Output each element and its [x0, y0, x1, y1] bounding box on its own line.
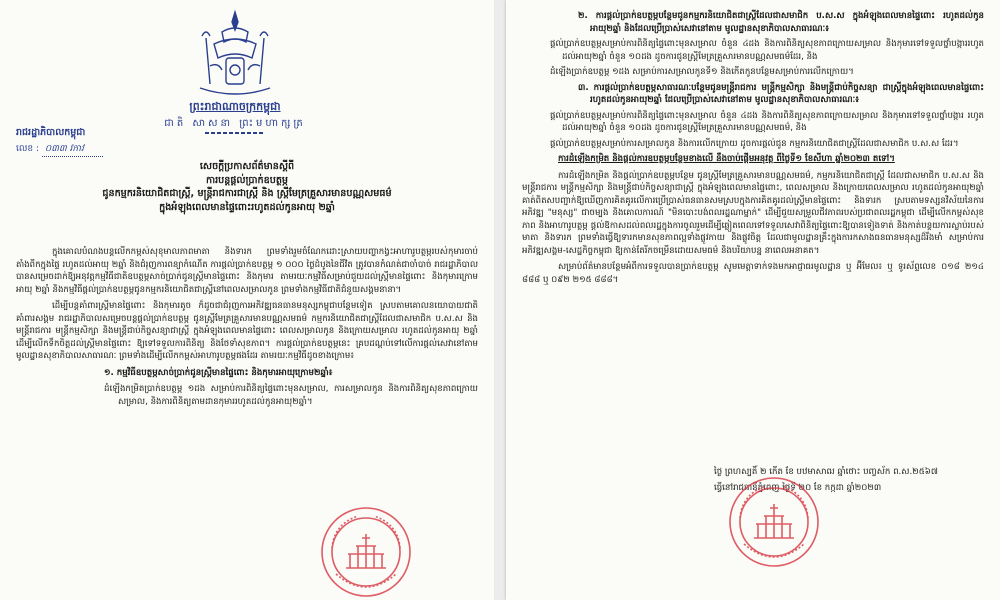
left-body: [16, 246, 478, 412]
effective-date-paragraph: ការដំឡើងកម្រិត និងផ្តល់ការឧបត្ថម្ភបន្ថែមខាងលើ នឹងចាប់ផ្តើមអនុវត្ត ពីថ្ងៃទី១ ខែសីហា ឆ្នាំ២០២៣ តទៅ។: [558, 154, 895, 164]
list-item-3-bullet-2: ផ្តល់ប្រាក់ឧបត្ថម្ភសម្រាប់ការសម្រាលកូន និងការលើកក្រោយ ដូចការផ្តល់ជូន កម្មករនិយោជិតជាស្ត្រីដែលជាសមាជិក ប.ស.ស ដែរ។: [550, 138, 959, 149]
list-item-3-bullet-1: ផ្តល់ប្រាក់ឧបត្ថម្ភសម្រាប់ការពិនិត្យផ្ទៃពោះមុនសម្រាល ចំនួន ៤ដង និងការពិនិត្យសុខភាពក្រោយសម្រាល និងកុមារទៅទទួលថ្នាំបង្ការ រហូតដល់អាយុ២ឆ្នាំ ចំនួន ១០ដង ដូចការជូនស្ត្រីមែត្រគ្រួសារមានបណ្ណសមធម៌, និង: [550, 110, 984, 133]
government-name: រាជរដ្ឋាភិបាលកម្ពុជា: [16, 127, 86, 138]
page-gap: [494, 0, 506, 600]
official-seal-icon: [318, 504, 414, 600]
kingdom-heading: ព្រះរាជាណាចក្រកម្ពុជា: [189, 100, 281, 113]
list-item-3-title: ៣. ការផ្តល់ប្រាក់ឧបត្ថម្ភសាធារណៈបន្ថែមជូនមន្ត្រីរាជការ មន្ត្រីកម្មសិក្សា និងមន្ត្រីជាប់កិច្ចសន្យា ជាស្ត្រីក្នុងអំឡុងពេលមានផ្ទៃពោះ រហូតដល់កូនអាយុ២ឆ្នាំ ដែលប្រើប្រាស់សេវានៅតាម មូលដ្ឋានសុខាភិបាលសាធារណៈ៖: [578, 82, 984, 105]
issue-date-line: ធ្វើនៅរាជធានីភ្នំពេញ ថ្ងៃទី ២០ ខែ កក្កដា ឆ្នាំ២០២៣: [714, 483, 882, 493]
paragraph-decision: ដើម្បីបន្តគាំពារស្ត្រីមានផ្ទៃពោះ និងកុមារតូច ក៏ដូចជាជំរុញការអភិវឌ្ឍធនធានមនុស្សកម្ពុជាបន្ថែមទៀត ស្របតាមគោលនយោបាយជាតិគាំពារសង្គម រាជរដ្ឋាភិបាលសម្រេចបន្តផ្តល់ប្រាក់ឧបត្ថម្ភ ជូនស្ត្រីមែត្រគ្រួសារមានបណ្ណសមធម៌ កម្មករនិយោជិតជាស្ត្រីដែលជាសមាជិក ប.ស.ស និងមន្ត្រីរាជការ មន្ត្រីកម្មសិក្សា និងមន្ត្រីជាប់កិច្ចសន្យាជាស្ត្រី ក្នុងអំឡុងពេលមានផ្ទៃពោះ ពេលសម្រាលកូន និងក្រោយសម្រាល រហូតដល់កូនអាយុ ២ឆ្នាំ ដើម្បីលើកទឹកចិត្តដល់ស្ត្រីមានផ្ទៃពោះ ឱ្យទៅទទួលការពិនិត្យ និងថែទាំសុខភាព។ ការផ្តល់ប្រាក់ឧបត្ថម្ភនេះ គ្របដណ្តប់ទៅលើការផ្តល់សេវានៅតាម មូលដ្ឋានសុខាភិបាលសាធារណៈ ព្រមទាំងដើម្បីលើកកម្ពស់អាហារូបត្ថម្ភផងដែរ តាមរយៈកម្មវិធីដូចខាងក្រោម៖: [16, 301, 478, 361]
paragraph-contact: សម្រាប់ព័ត៌មានបន្ថែមអំពីការទទួលបានប្រាក់ឧបត្ថម្ភ សូមមេត្តាទាក់ទងមកអាជ្ញាធរមូលដ្ឋាន ឬ អ៊ីមែល៖ ឬ ទូរស័ព្ទលេខ ០១៨ ២១៤ ៨៨៨ ឬ ០៩២ ២១៥ ៨៨៨។: [522, 262, 984, 285]
list-item-2-title: ២. ការផ្តល់ប្រាក់ឧបត្ថម្ភបន្ថែមជូនកម្មករនិយោជិតជាស្ត្រីដែលជាសមាជិក ប.ស.ស ក្នុងអំឡុងពេលមានផ្ទៃពោះ រហូតដល់កូនអាយុ២ឆ្នាំ និងដែលប្រើប្រាស់សេវានៅតាម មូលដ្ឋានសុខាភិបាលសាធារណៈ៖: [578, 11, 984, 34]
paragraph-intro: ក្នុងគោលបំណងបន្តលើកកម្ពស់សុខុមាលភាពមាតា និងទារក ព្រមទាំងរួមចំណែកដោះស្រាយបញ្ហាកង្វះអាហារូបត្ថម្ភរបស់កុមារចាប់តាំងពីកក្នុងផ្ទៃ រហូតដល់អាយុ ២ឆ្នាំ និងជំរុញការពន្យាកំណើត ការផ្តល់ប្រាក់ឧបត្ថម្ភ ១ ០០០ ថ្ងៃដំបូងនៃជីវិត ត្រូវបានកំណត់ជាចាំបាច់ រាជរដ្ឋាភិបាលបានសម្រេចដាក់ឱ្យអនុវត្តកម្មវិធីជាតិឧបត្ថម្ភសាច់ប្រាក់ជូនស្ត្រីមានផ្ទៃពោះ និងកុមារ តាមរយៈកម្មវិធីសម្រាប់ជួយដល់ស្ត្រីមានផ្ទៃពោះ និងកុមារក្រោមអាយុ ២ឆ្នាំ និងកម្មវិធីផ្តល់ប្រាក់ឧបត្ថម្ភជូនកម្មករនិយោជិតជាស្ត្រីនៅពេលសម្រាលកូន ព្រមទាំងកម្មវិធីជាតិជំនួយសង្គមនានា។: [16, 247, 478, 295]
reference-line: [16, 143, 103, 157]
document-page-right: [506, 0, 1000, 600]
list-item-1-title: ១. កម្មវិធីឧបត្ថម្ភសាច់ប្រាក់ជូនស្ត្រីមានផ្ទៃពោះ និងកុមារអាយុក្រោម២ឆ្នាំ៖: [104, 367, 333, 378]
reference-number: ០៣៣ វកាវ: [42, 143, 103, 157]
list-item-2-bullet-1: ផ្តល់ប្រាក់ឧបត្ថម្ភសម្រាប់ការពិនិត្យផ្ទៃពោះមុនសម្រាល ចំនួន ៤ដង និងការពិនិត្យសុខភាពក្រោយសម្រាល និងកុមារទៅទទួលថ្នាំបង្ការរហូតដល់អាយុ២ឆ្នាំ ចំនួន ១០ដង ដូចការជូនស្ត្រីមែត្រគ្រួសារមានបណ្ណសមធម៌ដែរ, និង: [550, 39, 984, 62]
royal-emblem-icon: [192, 8, 278, 100]
title-line-4: ក្នុងអំឡុងពេលមានផ្ទៃពោះរហូតដល់កូនអាយុ ២ឆ្នាំ: [159, 201, 335, 213]
lunar-date-line: ថ្ងៃ ព្រហស្បតិ៍ ២ កើត ខែ បឋមាសាឍ ឆ្នាំថោះ បញ្ចស័ក ព.ស.២៥៦៧: [714, 467, 938, 477]
title-line-2: ការបន្តផ្តល់ប្រាក់ឧបត្ថម្ភ: [205, 174, 289, 186]
document-title: [40, 160, 454, 214]
title-line-1: សេចក្តីប្រកាសព័ត៌មានស្តីពី: [199, 161, 295, 172]
paragraph-rationale: ការដំឡើងកម្រិត និងផ្តល់ប្រាក់ឧបត្ថម្ភបន្ថែម ជូនស្ត្រីមែត្រគ្រួសារមានបណ្ណសមធម៌, កម្មករនិយោជិតជាស្ត្រី ដែលជាសមាជិក ប.ស.ស និងមន្ត្រីរាជការ មន្ត្រីកម្មសិក្សា និងមន្ត្រីជាប់កិច្ចសន្យាជាស្ត្រី ក្នុងអំឡុងពេលមានផ្ទៃពោះ, ពេលសម្រាល និងក្រោយពេលសម្រាល រហូតដល់កូនអាយុ២ឆ្នាំ គាត់ពិតសបញ្ជាក់ឱ្យឃើញការគិតគូរលើការប្រើប្រាស់ធនធានសមស្របក្នុងការគិតគូរដល់ស្ត្រីមានផ្ទៃពោះ និងទារក ស្របតាមទស្សនវិស័យនៃការអភិវឌ្ឍ "មនុស្ស" ជាចម្បង និងគោលការណ៍ "មិនបោះបង់ពលរដ្ឋណាម្នាក់" ដើម្បីជួយសម្រួលជីវភាពរបស់ប្រជាពលរដ្ឋកម្ពុជា ដើម្បីលើកកម្ពស់សុខភាព និងអាហារូបត្ថម្ភ ផ្តល់ឱកាសដល់ពលរដ្ឋក្នុងការចូលរួមដើម្បីឆ្លៀតពេលទៅទទួលសេវាពិនិត្យផ្ទៃពោះឱ្យបានទៀងទាត់ និងកាត់បន្ថយការស្លាប់របស់មាតា និងទារក ព្រមទាំងធ្វើឱ្យទារកមានសុខភាពល្អទាំងផ្លូវកាយ និងផ្លូវចិត្ត ដែលជាមូលដ្ឋានគ្រឹះក្នុងការកសាងធនធានមនុស្សដ៏រឹងមាំ សម្រាប់ការអភិវឌ្ឍសង្គម-សេដ្ឋកិច្ចកម្ពុជា ឱ្យកាន់តែរីកចម្រើនដោយសមធម៌ និងបរិយាបន្ន នាពេលអនាគត។: [522, 170, 984, 256]
document-page-left: [0, 0, 494, 600]
reference-label: លេខ :: [16, 144, 40, 154]
decorative-divider: [205, 132, 265, 134]
right-body: [522, 10, 984, 290]
title-line-3: ជូនកម្មករនិយោជិតជាស្ត្រី, មន្ត្រីរាជការជាស្ត្រី និង ស្ត្រីមែត្រគ្រួសារមានបណ្ណសមធម៌: [102, 188, 392, 199]
national-motto: ជាតិ សាសនា ព្រះមហាក្សត្រ: [164, 118, 306, 129]
official-seal-icon: [726, 474, 822, 570]
list-item-2-bullet-2: ដំឡើងប្រាក់ឧបត្ថម្ភ ១ដង សម្រាប់ការសម្រាលកូនទី១ និងកើតកូនបន្ថែមសម្រាប់ការលើកក្រោយ។: [550, 67, 854, 77]
list-item-1-body: ដំឡើងកម្រិតប្រាក់ឧបត្ថម្ភ ១ដង សម្រាប់ការពិនិត្យផ្ទៃពោះមុនសម្រាល, ការសម្រាលកូន និងការពិនិត្យសុខភាពក្រោយសម្រាល, និងការពិនិត្យតាមដានកុមាររហូតដល់កូនអាយុ២ឆ្នាំ។: [104, 384, 478, 407]
